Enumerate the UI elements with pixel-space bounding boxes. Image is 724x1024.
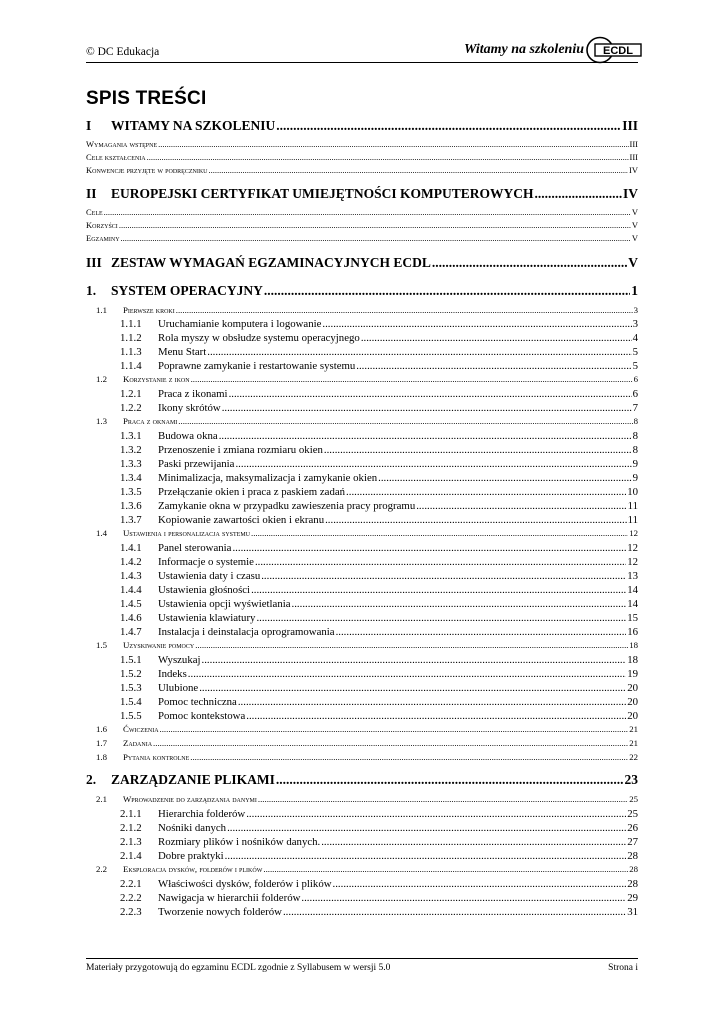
toc-entry-title: Ćwiczenia <box>123 724 159 734</box>
toc-entry[interactable] <box>86 654 638 666</box>
toc-entry-number: 2.1 <box>96 794 107 804</box>
toc-entry[interactable] <box>86 710 638 722</box>
toc-entry-title: Cele <box>86 207 103 217</box>
toc-entry-title: Ustawienia daty i czasu <box>158 570 261 582</box>
toc-entry-title: Praca z ikonami <box>158 388 228 400</box>
toc-entry-title: Cele kształcenia <box>86 152 146 162</box>
toc-entry-number: 1.5 <box>96 640 107 650</box>
toc-entry-title: Właściwości dysków, folderów i plików <box>158 878 332 890</box>
toc-entry[interactable] <box>86 626 638 638</box>
toc-entry-page: V <box>631 233 638 243</box>
toc-entry-title: Wprowadzenie do zarządzania danymi <box>123 794 257 804</box>
toc-entry-title: Hierarchia folderów <box>158 808 246 820</box>
toc-dot-leader <box>119 220 631 230</box>
page-title: SPIS TREŚCI <box>86 88 207 109</box>
toc-entry-number: 1.4.2 <box>120 556 142 568</box>
toc-entry-page: 28 <box>627 850 638 862</box>
toc-entry-page: 14 <box>627 584 638 596</box>
toc-entry-number: 1.1.4 <box>120 360 142 372</box>
toc-entry[interactable] <box>86 346 638 358</box>
toc-entry-title: Tworzenie nowych folderów <box>158 906 282 918</box>
header-copyright: © DC Edukacja <box>86 46 160 58</box>
toc-entry-number: 1.3 <box>96 416 107 426</box>
toc-entry-page: III <box>629 139 638 149</box>
toc-entry-title: Uzyskiwanie pomocy <box>123 640 195 650</box>
toc-entry-title: Instalacja i deinstalacja oprogramowania <box>158 626 335 638</box>
toc-entry-page: 8 <box>632 444 638 456</box>
toc-entry-title: Egzaminy <box>86 233 120 243</box>
toc-entry[interactable] <box>86 486 638 498</box>
toc-entry-page: 25 <box>627 808 638 820</box>
toc-entry-page: 6 <box>633 374 638 384</box>
toc-entry-title: Rozmiary plików i nośników danych. <box>158 836 321 848</box>
toc-entry-number: 1.4.1 <box>120 542 142 554</box>
toc-entry[interactable] <box>86 118 638 134</box>
toc-entry[interactable] <box>86 514 638 526</box>
toc-entry-title: Wymagania wstępne <box>86 139 158 149</box>
toc-entry-number: 2.2.3 <box>120 906 142 918</box>
toc-entry[interactable] <box>86 402 638 414</box>
toc-entry[interactable] <box>86 752 638 762</box>
toc-dot-leader <box>238 696 626 708</box>
toc-entry-page: 20 <box>627 682 638 694</box>
toc-entry-number: 2.2.2 <box>120 892 142 904</box>
toc-entry-title: WITAMY NA SZKOLENIU <box>111 118 276 133</box>
toc-entry-page: 20 <box>627 696 638 708</box>
toc-dot-leader <box>251 584 626 596</box>
toc-entry-title: Rola myszy w obsłudze systemu operacyjnego <box>158 332 360 344</box>
toc-dot-leader <box>321 836 626 848</box>
toc-entry[interactable] <box>86 850 638 862</box>
toc-dot-leader <box>416 500 626 512</box>
toc-dot-leader <box>153 738 628 748</box>
toc-dot-leader <box>276 772 624 788</box>
toc-entry-page: 28 <box>627 878 638 890</box>
toc-entry[interactable] <box>86 668 638 680</box>
toc-entry[interactable] <box>86 584 638 596</box>
toc-entry-number: II <box>86 186 97 201</box>
toc-entry-title: ZARZĄDZANIE PLIKAMI <box>111 772 275 787</box>
toc-entry-number: 1.4 <box>96 528 107 538</box>
toc-entry-title: ZESTAW WYMAGAŃ EGZAMINACYJNYCH ECDL <box>111 255 431 270</box>
toc-entry-number: 1.5.1 <box>120 654 142 666</box>
toc-entry-title: Przenoszenie i zmiana rozmiaru okien <box>158 444 323 456</box>
toc-entry-page: 3 <box>632 318 638 330</box>
toc-entry-page: 11 <box>627 500 638 512</box>
toc-entry-page: 12 <box>629 528 638 538</box>
toc-entry-page: IV <box>629 165 638 175</box>
toc-entry[interactable] <box>86 612 638 624</box>
page-header <box>86 34 638 64</box>
toc-entry-title: Nawigacja w hierarchii folderów <box>158 892 301 904</box>
toc-entry-title: Przełączanie okien i praca z paskiem zadań <box>158 486 346 498</box>
toc-dot-leader <box>322 318 631 330</box>
toc-entry-page: V <box>631 220 638 230</box>
toc-entry[interactable] <box>86 152 638 162</box>
toc-dot-leader <box>199 682 626 694</box>
toc-entry-number: 1.3.4 <box>120 472 142 484</box>
toc-entry-title: Ustawienia głośności <box>158 584 251 596</box>
toc-entry-title: Uruchamianie komputera i logowanie <box>158 318 322 330</box>
toc-entry-number: 1.3.6 <box>120 500 142 512</box>
toc-entry-title: Pomoc techniczna <box>158 696 237 708</box>
toc-entry-number: 2. <box>86 772 97 787</box>
toc-entry-title: Zamykanie okna w przypadku zawieszenia pracy programu <box>158 500 416 512</box>
toc-entry-page: 20 <box>627 710 638 722</box>
footer-note: Materiały przygotowują do egzaminu ECDL zgodnie z Syllabusem w wersji 5.0 <box>86 963 391 973</box>
toc-entry-number: 1. <box>86 283 97 298</box>
toc-dot-leader <box>160 724 629 734</box>
svg-text:ECDL: ECDL <box>603 45 633 58</box>
toc-entry-title: Poprawne zamykanie i restartowanie systemu <box>158 360 356 372</box>
toc-entry-page: 22 <box>629 752 638 762</box>
toc-entry-number: 1.7 <box>96 738 107 748</box>
toc-entry-page: III <box>629 152 638 162</box>
toc-entry-number: 1.1.2 <box>120 332 142 344</box>
toc-entry-page: 4 <box>632 332 638 344</box>
footer-page-number: Strona i <box>608 963 638 973</box>
toc-entry[interactable] <box>86 139 638 149</box>
toc-dot-leader <box>264 283 630 299</box>
toc-dot-leader <box>219 430 632 442</box>
toc-entry-title: Pytania kontrolne <box>123 752 190 762</box>
toc-entry-title: Pierwsze kroki <box>123 305 175 315</box>
toc-dot-leader <box>229 388 632 400</box>
toc-dot-leader <box>232 542 626 554</box>
toc-entry-title: SYSTEM OPERACYJNY <box>111 283 263 298</box>
toc-dot-leader <box>432 255 627 271</box>
toc-entry-page: 5 <box>632 360 638 372</box>
toc-entry-number: 2.1.2 <box>120 822 142 834</box>
toc-entry[interactable] <box>86 458 638 470</box>
toc-entry-title: Minimalizacja, maksymalizacja i zamykanie okien <box>158 472 378 484</box>
toc-dot-leader <box>202 654 627 666</box>
toc-entry[interactable] <box>86 416 638 426</box>
toc-entry-title: Nośniki danych <box>158 822 227 834</box>
toc-entry-title: Budowa okna <box>158 430 218 442</box>
toc-entry-number: 1.3.7 <box>120 514 142 526</box>
toc-entry-page: 3 <box>633 305 638 315</box>
toc-entry-number: 1.4.6 <box>120 612 142 624</box>
toc-entry-page: 13 <box>627 570 638 582</box>
toc-entry-number: 1.1 <box>96 305 107 315</box>
toc-entry-page: V <box>631 207 638 217</box>
toc-dot-leader <box>188 668 626 680</box>
toc-entry-title: Wyszukaj <box>158 654 201 666</box>
toc-dot-leader <box>255 556 626 568</box>
toc-dot-leader <box>276 118 621 134</box>
toc-entry[interactable] <box>86 794 638 804</box>
toc-entry[interactable] <box>86 724 638 734</box>
toc-entry-page: 16 <box>627 626 638 638</box>
toc-entry-number: 1.4.5 <box>120 598 142 610</box>
toc-entry[interactable] <box>86 500 638 512</box>
toc-entry[interactable] <box>86 696 638 708</box>
toc-entry-number: 1.4.7 <box>120 626 142 638</box>
toc-entry-page: 7 <box>632 402 638 414</box>
toc-entry-title: Ustawienia klawiatury <box>158 612 256 624</box>
toc-entry[interactable] <box>86 878 638 890</box>
toc-entry-title: Eksploracja dysków, folderów i plików <box>123 864 263 874</box>
toc-dot-leader <box>195 640 628 650</box>
toc-dot-leader <box>336 626 627 638</box>
toc-entry-title: Informacje o systemie <box>158 556 254 568</box>
toc-entry[interactable] <box>86 360 638 372</box>
toc-entry[interactable] <box>86 332 638 344</box>
toc-entry[interactable] <box>86 233 638 243</box>
toc-entry-number: 1.1.3 <box>120 346 142 358</box>
toc-entry-page: 28 <box>629 864 638 874</box>
toc-entry-title: Pomoc kontekstowa <box>158 710 246 722</box>
toc-entry-title: Dobre praktyki <box>158 850 224 862</box>
toc-entry[interactable] <box>86 528 638 538</box>
toc-entry[interactable] <box>86 808 638 820</box>
toc-entry-number: I <box>86 118 92 133</box>
toc-entry-page: III <box>622 118 638 133</box>
toc-dot-leader <box>263 864 628 874</box>
toc-entry-page: V <box>628 255 638 270</box>
toc-entry-page: 23 <box>624 772 638 787</box>
toc-entry-number: 1.5.2 <box>120 668 142 680</box>
toc-dot-leader <box>261 570 626 582</box>
toc-entry[interactable] <box>86 682 638 694</box>
toc-entry-page: 18 <box>627 654 638 666</box>
toc-entry-page: 21 <box>629 738 638 748</box>
toc-entry-number: 1.3.3 <box>120 458 142 470</box>
toc-entry[interactable] <box>86 207 638 217</box>
header-title: Witamy na szkoleniu <box>463 42 584 57</box>
toc-entry-number: 1.1.1 <box>120 318 142 330</box>
toc-entry-title: Ikony skrótów <box>158 402 221 414</box>
toc-entry[interactable] <box>86 772 638 788</box>
toc-entry-page: 29 <box>627 892 638 904</box>
toc-entry-page: 9 <box>632 472 638 484</box>
toc-dot-leader <box>325 514 627 526</box>
toc-entry[interactable] <box>86 283 638 299</box>
toc-dot-leader <box>207 346 631 358</box>
toc-dot-leader <box>191 374 633 384</box>
toc-entry-number: 1.2.1 <box>120 388 142 400</box>
toc-entry-title: Indeks <box>158 668 187 680</box>
toc-entry-number: 2.1.3 <box>120 836 142 848</box>
toc-entry[interactable] <box>86 220 638 230</box>
toc-entry[interactable] <box>86 892 638 904</box>
toc-entry-page: 21 <box>629 724 638 734</box>
toc-entry-page: 31 <box>627 906 638 918</box>
toc-entry-page: 27 <box>627 836 638 848</box>
toc-entry-number: 1.6 <box>96 724 107 734</box>
toc-entry-number: 1.8 <box>96 752 107 762</box>
toc-entry-number: 1.3.1 <box>120 430 142 442</box>
toc-entry[interactable] <box>86 305 638 315</box>
toc-entry-title: Paski przewijania <box>158 458 235 470</box>
toc-entry[interactable] <box>86 738 638 748</box>
toc-entry-title: Menu Start <box>158 346 207 358</box>
toc-entry-title: Ustawienia i personalizacja systemu <box>123 528 250 538</box>
toc-entry-page: 12 <box>627 542 638 554</box>
toc-dot-leader <box>158 139 628 149</box>
toc-dot-leader <box>209 165 629 175</box>
toc-entry[interactable] <box>86 864 638 874</box>
ecdl-logo-icon <box>586 36 644 64</box>
toc-entry-page: 18 <box>629 640 638 650</box>
toc-dot-leader <box>301 892 626 904</box>
toc-entry-number: 1.3.2 <box>120 444 142 456</box>
toc-dot-leader <box>190 752 628 762</box>
toc-entry-page: 26 <box>627 822 638 834</box>
toc-entry-page: 14 <box>627 598 638 610</box>
toc-entry-title: Ulubione <box>158 682 199 694</box>
toc-entry-page: 11 <box>627 514 638 526</box>
toc-entry-number: 1.4.4 <box>120 584 142 596</box>
toc-dot-leader <box>251 528 628 538</box>
toc-entry[interactable] <box>86 388 638 400</box>
toc-entry-title: Praca z oknami <box>123 416 178 426</box>
toc-dot-leader <box>104 207 631 217</box>
toc-entry[interactable] <box>86 570 638 582</box>
toc-entry-page: 1 <box>631 283 638 298</box>
toc-entry-title: Ustawienia opcji wyświetlania <box>158 598 291 610</box>
toc-dot-leader <box>246 710 626 722</box>
toc-dot-leader <box>178 416 632 426</box>
toc-entry-title: EUROPEJSKI CERTYFIKAT UMIEJĘTNOŚCI KOMPUTEROWYCH <box>111 186 534 201</box>
toc-entry[interactable] <box>86 255 638 271</box>
toc-dot-leader <box>227 822 626 834</box>
toc-dot-leader <box>378 472 631 484</box>
toc-entry-number: 1.5.4 <box>120 696 142 708</box>
toc-entry[interactable] <box>86 186 638 202</box>
toc-entry-number: 1.5.5 <box>120 710 142 722</box>
toc-entry-page: 15 <box>627 612 638 624</box>
toc-dot-leader <box>235 458 631 470</box>
toc-entry-number: 2.2.1 <box>120 878 142 890</box>
toc-entry-title: Panel sterowania <box>158 542 232 554</box>
toc-entry-number: 1.2 <box>96 374 107 384</box>
toc-entry-page: 8 <box>633 416 638 426</box>
toc-entry-page: 10 <box>627 486 638 498</box>
toc-entry-number: III <box>86 255 102 270</box>
toc-dot-leader <box>258 794 628 804</box>
toc-entry-page: 9 <box>632 458 638 470</box>
toc-entry[interactable] <box>86 640 638 650</box>
toc-entry[interactable] <box>86 822 638 834</box>
toc-dot-leader <box>222 402 632 414</box>
toc-dot-leader <box>256 612 626 624</box>
toc-entry-page: IV <box>622 186 638 201</box>
toc-dot-leader <box>147 152 629 162</box>
toc-entry-page: 5 <box>632 346 638 358</box>
toc-entry-number: 1.5.3 <box>120 682 142 694</box>
toc-entry[interactable] <box>86 430 638 442</box>
toc-dot-leader <box>121 233 631 243</box>
toc-dot-leader <box>176 305 633 315</box>
toc-entry-number: 2.1.1 <box>120 808 142 820</box>
toc-entry[interactable] <box>86 374 638 384</box>
toc-entry[interactable] <box>86 836 638 848</box>
toc-dot-leader <box>361 332 632 344</box>
toc-dot-leader <box>534 186 622 202</box>
toc-dot-leader <box>356 360 631 372</box>
toc-entry-title: Konwencje przyjęte w podręczniku <box>86 165 208 175</box>
toc-entry-title: Kopiowanie zawartości okien i ekranu <box>158 514 325 526</box>
toc-entry-number: 2.2 <box>96 864 107 874</box>
toc-entry-page: 19 <box>627 668 638 680</box>
toc-entry[interactable] <box>86 542 638 554</box>
toc-entry[interactable] <box>86 444 638 456</box>
toc-entry[interactable] <box>86 906 638 918</box>
toc-entry-number: 1.3.5 <box>120 486 142 498</box>
toc-entry-page: 25 <box>629 794 638 804</box>
toc-entry-title: Zadania <box>123 738 153 748</box>
toc-dot-leader <box>225 850 627 862</box>
toc-entry-page: 12 <box>627 556 638 568</box>
toc-entry-number: 2.1.4 <box>120 850 142 862</box>
toc-dot-leader <box>333 878 627 890</box>
toc-dot-leader <box>346 486 626 498</box>
header-divider <box>86 62 638 63</box>
toc-entry[interactable] <box>86 556 638 568</box>
toc-dot-leader <box>292 598 627 610</box>
toc-entry-title: Korzyści <box>86 220 118 230</box>
toc-entry[interactable] <box>86 472 638 484</box>
toc-entry-number: 1.4.3 <box>120 570 142 582</box>
toc-entry[interactable] <box>86 598 638 610</box>
toc-entry[interactable] <box>86 318 638 330</box>
footer-divider <box>86 958 638 959</box>
toc-entry-number: 1.2.2 <box>120 402 142 414</box>
toc-entry[interactable] <box>86 165 638 175</box>
toc-entry-page: 8 <box>632 430 638 442</box>
toc-dot-leader <box>246 808 626 820</box>
toc-entry-title: Korzystanie z ikon <box>123 374 190 384</box>
toc-dot-leader <box>324 444 632 456</box>
toc-entry-page: 6 <box>632 388 638 400</box>
toc-dot-leader <box>283 906 626 918</box>
